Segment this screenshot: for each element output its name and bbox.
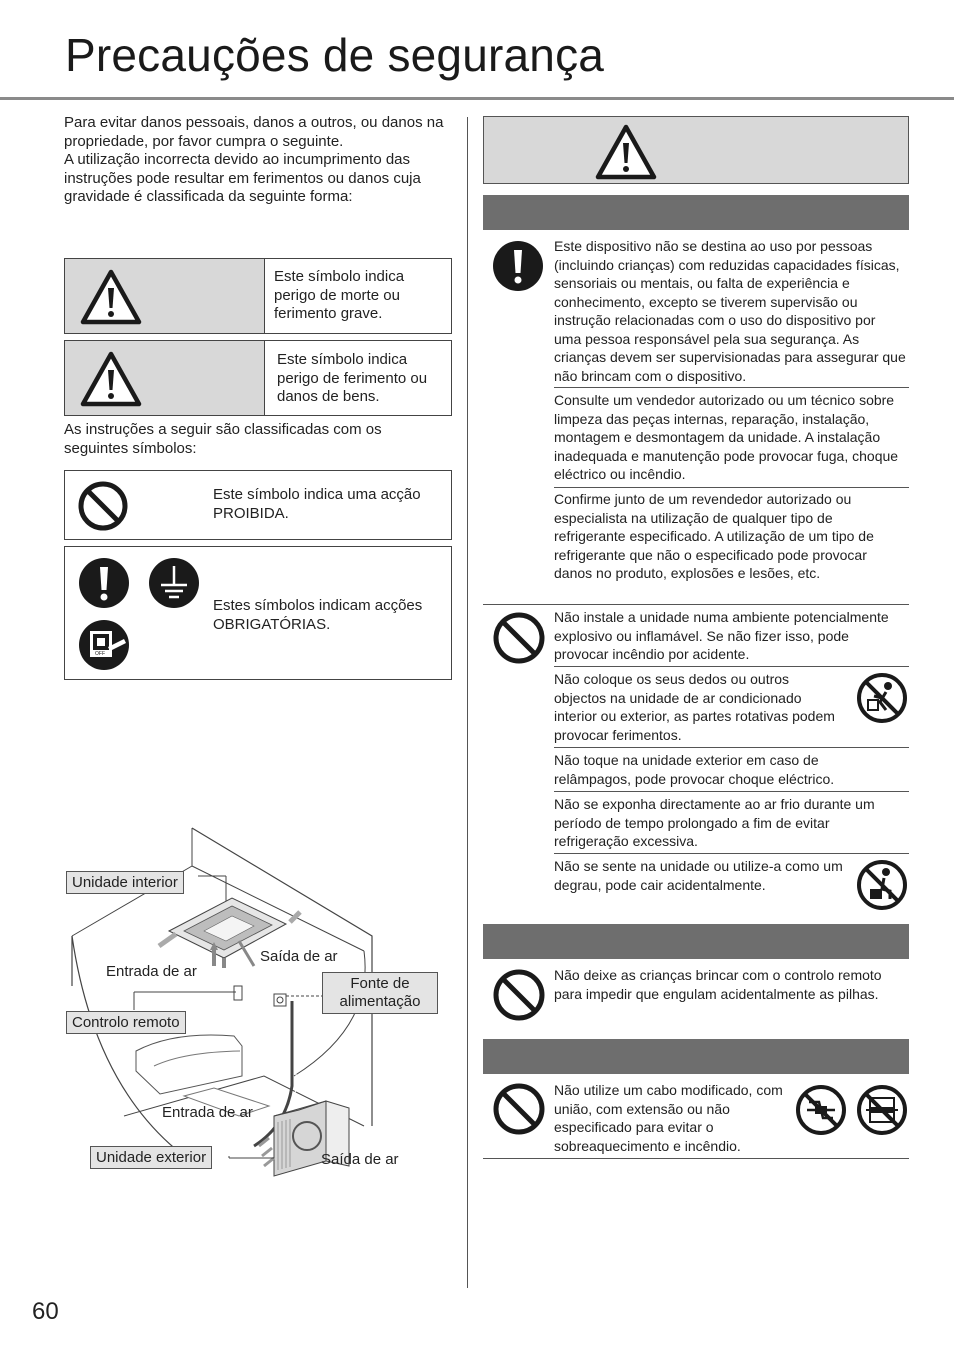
column-divider xyxy=(467,117,468,1288)
earth-ground-icon xyxy=(148,557,200,609)
exclamation-icon xyxy=(492,240,544,292)
item-divider xyxy=(554,791,909,792)
label-indoor-unit: Unidade interior xyxy=(66,871,184,894)
intro-paragraph-2: A utilização incorrecta devido ao incumprimento das instruções pode resultar em ferimentos ou danos cuja gravidade é classificada da seguinte forma: xyxy=(64,151,421,205)
label-air-inlet-1: Entrada de ar xyxy=(106,963,197,980)
warning-item-1: Este dispositivo não se destina ao uso por pessoas (incluindo crianças) com reduzidas capacidades físicas, sensoriais ou mentais, ou falta de experiência e conhecimento, excepto se tiverem supervisão ou instrução relacionadas com o uso do dispositivo por uma pessoa responsável pela sua segurança. As crianças devem ser supervisionadas para assegurar que não brincam com o dispositivo. xyxy=(554,238,906,384)
warning-item-7: Não se exponha directamente ao ar frio durante um período de tempo prolongado a fim de evitar refrigeração excessiva. xyxy=(554,796,875,849)
label-remote-control: Controlo remoto xyxy=(66,1011,186,1034)
classification-text: As instruções a seguir são classificadas com os seguintes símbolos: xyxy=(64,421,382,457)
title-rule xyxy=(0,97,954,100)
prohibited-symbol-box xyxy=(64,470,452,540)
warning-item-4: Não instale a unidade numa ambiente potencialmente explosivo ou inflamável. Se não fizer isso, pode provocar incêndio por acidente. xyxy=(554,609,889,662)
item-divider xyxy=(554,747,909,748)
warning-item-3: Confirme junto de um revendedor autorizado ou especialista na utilização de qualquer tipo de refrigerante especificado. A utilização de um tipo de refrigerante que não o especificado pode provocar danos no produto, explosões e lesões, etc. xyxy=(554,491,874,581)
label-power-supply: Fonte de alimentação xyxy=(322,972,438,1014)
severity-box-caution xyxy=(64,340,452,416)
severity-box-warning xyxy=(64,258,452,334)
item-divider xyxy=(554,487,909,488)
item-divider xyxy=(554,666,909,667)
label-air-inlet-2: Entrada de ar xyxy=(162,1104,253,1121)
warning-triangle-icon xyxy=(594,123,658,181)
severity-text-2: Este símbolo indica perigo de ferimento ou danos de bens. xyxy=(277,351,428,405)
warning-triangle-icon xyxy=(79,268,143,326)
warning-item-2: Consulte um vendedor autorizado ou um técnico sobre limpeza das peças internas, reparação, instalação, montagem e desmontagem da unidade. A instalação inadequada e manutenção pode provocar fuga, choque eléctrico ou incêndio. xyxy=(554,392,899,482)
bottom-rule xyxy=(483,1158,909,1159)
warning-item-6: Não toque na unidade exterior em caso de relâmpagos, pode provocar choque eléctrico. xyxy=(554,752,835,787)
item-divider xyxy=(554,387,909,388)
prohibited-icon xyxy=(492,968,546,1022)
svg-text:OFF: OFF xyxy=(95,651,105,657)
section-bar-indoor xyxy=(483,195,909,230)
label-air-outlet-1: Saída de ar xyxy=(260,948,338,965)
label-outdoor-unit: Unidade exterior xyxy=(90,1146,212,1169)
remote-warning-text: Não deixe as crianças brincar com o controlo remoto para impedir que engulam acidentalmente as pilhas. xyxy=(554,967,882,1002)
group-divider xyxy=(483,604,909,605)
mandatory-symbol-text: Estes símbolos indicam acções OBRIGATÓRIAS. xyxy=(213,597,423,633)
severity-text-1: Este símbolo indica perigo de morte ou ferimento grave. xyxy=(274,268,405,322)
exclamation-icon xyxy=(78,557,130,609)
intro-paragraph-1: Para evitar danos pessoais, danos a outros, ou danos na propriedade, por favor cumpra o seguinte. xyxy=(64,114,444,150)
unplug-icon xyxy=(78,619,130,671)
section-bar-power xyxy=(483,1039,909,1074)
no-modified-cable-icon xyxy=(795,1084,847,1136)
warning-item-8: Não se sente na unidade ou utilize-a como um degrau, pode cair acidentalmente. xyxy=(554,858,843,893)
page-number: 60 xyxy=(32,1298,59,1325)
no-sitting-icon xyxy=(856,859,908,911)
warning-item-5: Não coloque os seus dedos ou outros objectos na unidade de ar condicionado interior ou exterior, as partes rotativas podem provocar ferimentos. xyxy=(554,671,835,743)
prohibited-icon xyxy=(492,611,546,665)
prohibited-icon xyxy=(77,480,129,532)
prohibited-icon xyxy=(492,1082,546,1136)
power-warning-text: Não utilize um cabo modificado, com união, com extensão ou não especificado para evitar o sobreaquecimento e incêndio. xyxy=(554,1082,783,1154)
section-bar-remote xyxy=(483,924,909,959)
intro-text xyxy=(64,114,444,207)
item-divider xyxy=(554,853,909,854)
label-air-outlet-2: Saída de ar xyxy=(321,1151,399,1168)
mandatory-symbol-box xyxy=(64,546,452,680)
no-extension-cable-icon xyxy=(856,1084,908,1136)
no-fingers-icon xyxy=(856,672,908,724)
warning-header xyxy=(483,116,909,184)
warning-triangle-icon xyxy=(79,350,143,408)
prohibited-symbol-text: Este símbolo indica uma acção PROIBIDA. xyxy=(213,486,421,522)
page-title: Precauções de segurança xyxy=(65,29,605,81)
